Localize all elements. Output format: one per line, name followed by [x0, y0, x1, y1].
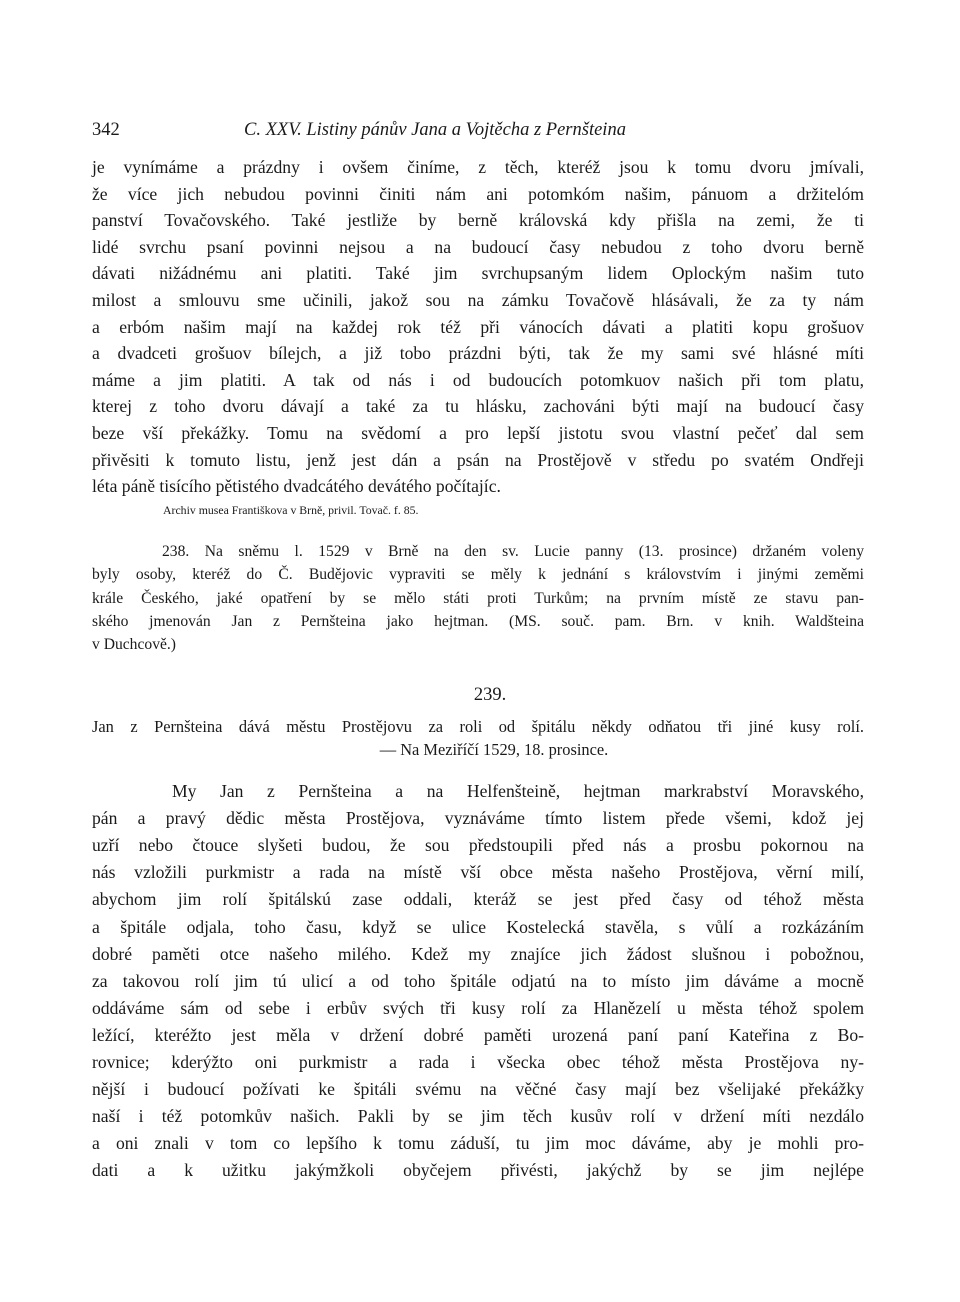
text-line: dobré paměti otce našeho milého. Kdež my znajíce jich žádost slušnou i pobožnou, [92, 943, 864, 964]
running-head: C. XXV. Listiny pánův Jana a Vojtěcha z Pernšteina [244, 120, 626, 140]
text-line: dati a k užitku jakýmžkoli obyčejem přivésti, jakýchž by se jim nejlépe [92, 1160, 864, 1181]
entry-line: byly osoby, kteréž do Č. Budějovic vypraviti se měly k jednání s královstvím i jinými zeměmi [92, 566, 864, 584]
text-line: pán a pravý dědic města Prostějova, vyznáváme tímto listem přede všemi, kdož jej [92, 808, 864, 829]
text-line: nás vzložili purkmistr a rada na místě vší obce města našeho Prostějova, věrní milí, [92, 862, 864, 883]
text-line: rovnice; kderýžto oni purkmistr a rada i všecka obec téhož města Prostějova ny- [92, 1052, 864, 1072]
continuation-text [92, 154, 864, 500]
text-line: abychom jim rolí špitálskú zase oddali, kteráž se jest před časy od téhož města [92, 889, 864, 910]
text-line: máme a jim platiti. A tak od nás i od budoucích potomkuov našich při tom platu, [92, 369, 864, 390]
regest-place-date: — Na Meziříčí 1529, 18. prosince. [379, 740, 609, 760]
regest-summary: Jan z Pernšteina dává městu Prostějovu za roli od špitálu někdy odňatou tři jiné kusy rolí. [92, 716, 864, 736]
text-line: je vynímáme a prázdny i ovšem činíme, z těch, kteréž jsou k tomu dvoru jmívali, [92, 157, 864, 177]
text-line: uzří nebo čtouce slyšeti budou, že sou předstoupili před nás a prosbu pokornou na [92, 835, 864, 856]
document-number: 239. [473, 684, 507, 705]
text-line: léta páně tisícího pětistého dvadcátého devátého počítajíc. [92, 476, 501, 497]
entry-line: ského jmenován Jan z Pernšteina jako hejtman. (MS. souč. pam. Brn. v knih. Waldšteina [92, 612, 864, 630]
text-line: a špitále odjala, toho času, když se ulice Kostelecká stavěla, s vůlí a rozkázáním [92, 916, 864, 937]
text-line: přivěsiti k tomuto listu, jenž jest dán a psán na Prostějově v středu po svatém Ondřeji [92, 449, 864, 470]
text-line: panství Tovačovského. Také jestliže by berně královská kdy přišla na zemi, že ti [92, 210, 864, 231]
text-line: ležící, kteréžto jest měla v držení dobré paměti urozená paní paní Kateřina z Bo- [92, 1024, 864, 1045]
document-body [92, 778, 864, 1184]
text-line: a erbóm našim mají na každej rok též při vánocích dávati a platiti kopu grošuov [92, 316, 864, 337]
document-regest [92, 715, 864, 764]
entry-line: v Duchcově.) [92, 636, 176, 654]
text-line: beze vší překážky. Tomu na svědomí a pro lepší jistotu svou vlastní pečeť dal sem [92, 422, 864, 443]
text-line: a oni znali v tom co lepšího k tomu záduší, tu jim moc dáváme, aby je mohli pro- [92, 1133, 864, 1154]
text-line: lidé svrchu psaní povinni nejsou a na budoucí časy nebudou z toho dvoru berně [92, 236, 864, 257]
text-line: a dvadceti grošuov bílejch, a již tobo prázdni býti, tak že my sami své hlásné míti [92, 343, 864, 364]
text-line: naší i též potomkův našich. Pakli by se jim těch kusův rolí v držení míti nezdálo [92, 1106, 864, 1127]
entry-line: 238. Na sněmu l. 1529 v Brně na den sv. Lucie panny (13. prosince) držaném voleny [162, 542, 864, 560]
text-line: milost a smlouvu sme učinili, jakož sou na zámku Tovačově hlásávali, že za ty nám [92, 289, 864, 310]
text-line: nější i budoucí požívati ke špitáli svému na věčné časy mají bez všelijaké překážky [92, 1079, 864, 1100]
entry-238 [92, 540, 864, 657]
text-line: My Jan z Pernšteina a na Helfenšteině, hejtman markrabství Moravského, [172, 781, 864, 802]
text-line: kterej z toho dvoru dávají a také za tu hlásku, zachováni býti mají na budoucí časy [92, 396, 864, 417]
page-header [92, 110, 864, 154]
document-page [92, 110, 864, 1184]
archival-source-note: Archiv musea Františkova v Brně, privil. Tovač. f. 85. [163, 502, 419, 517]
text-line: že více jich nebudou povinni činiti nám ani potomkóm našim, pánuom a držitelóm [92, 183, 864, 204]
entry-line: krále Českého, jaké opatření by se mělo státi proti Turkům; na prvním místě ze stavu pan- [92, 589, 864, 607]
page-number: 342 [92, 120, 120, 140]
text-line: za takovou rolí jim tú ulicí a od toho špitále odjatú na to místo jim dáváme a mocně [92, 970, 864, 991]
text-line: dávati nižádnému ani platiti. Také jim svrchupsaným lidem Oplockým našim tuto [92, 263, 864, 284]
text-line: oddáváme sám od sebe i erbův svých tři kusy rolí za Hlanězelí u města téhož spolem [92, 997, 864, 1018]
